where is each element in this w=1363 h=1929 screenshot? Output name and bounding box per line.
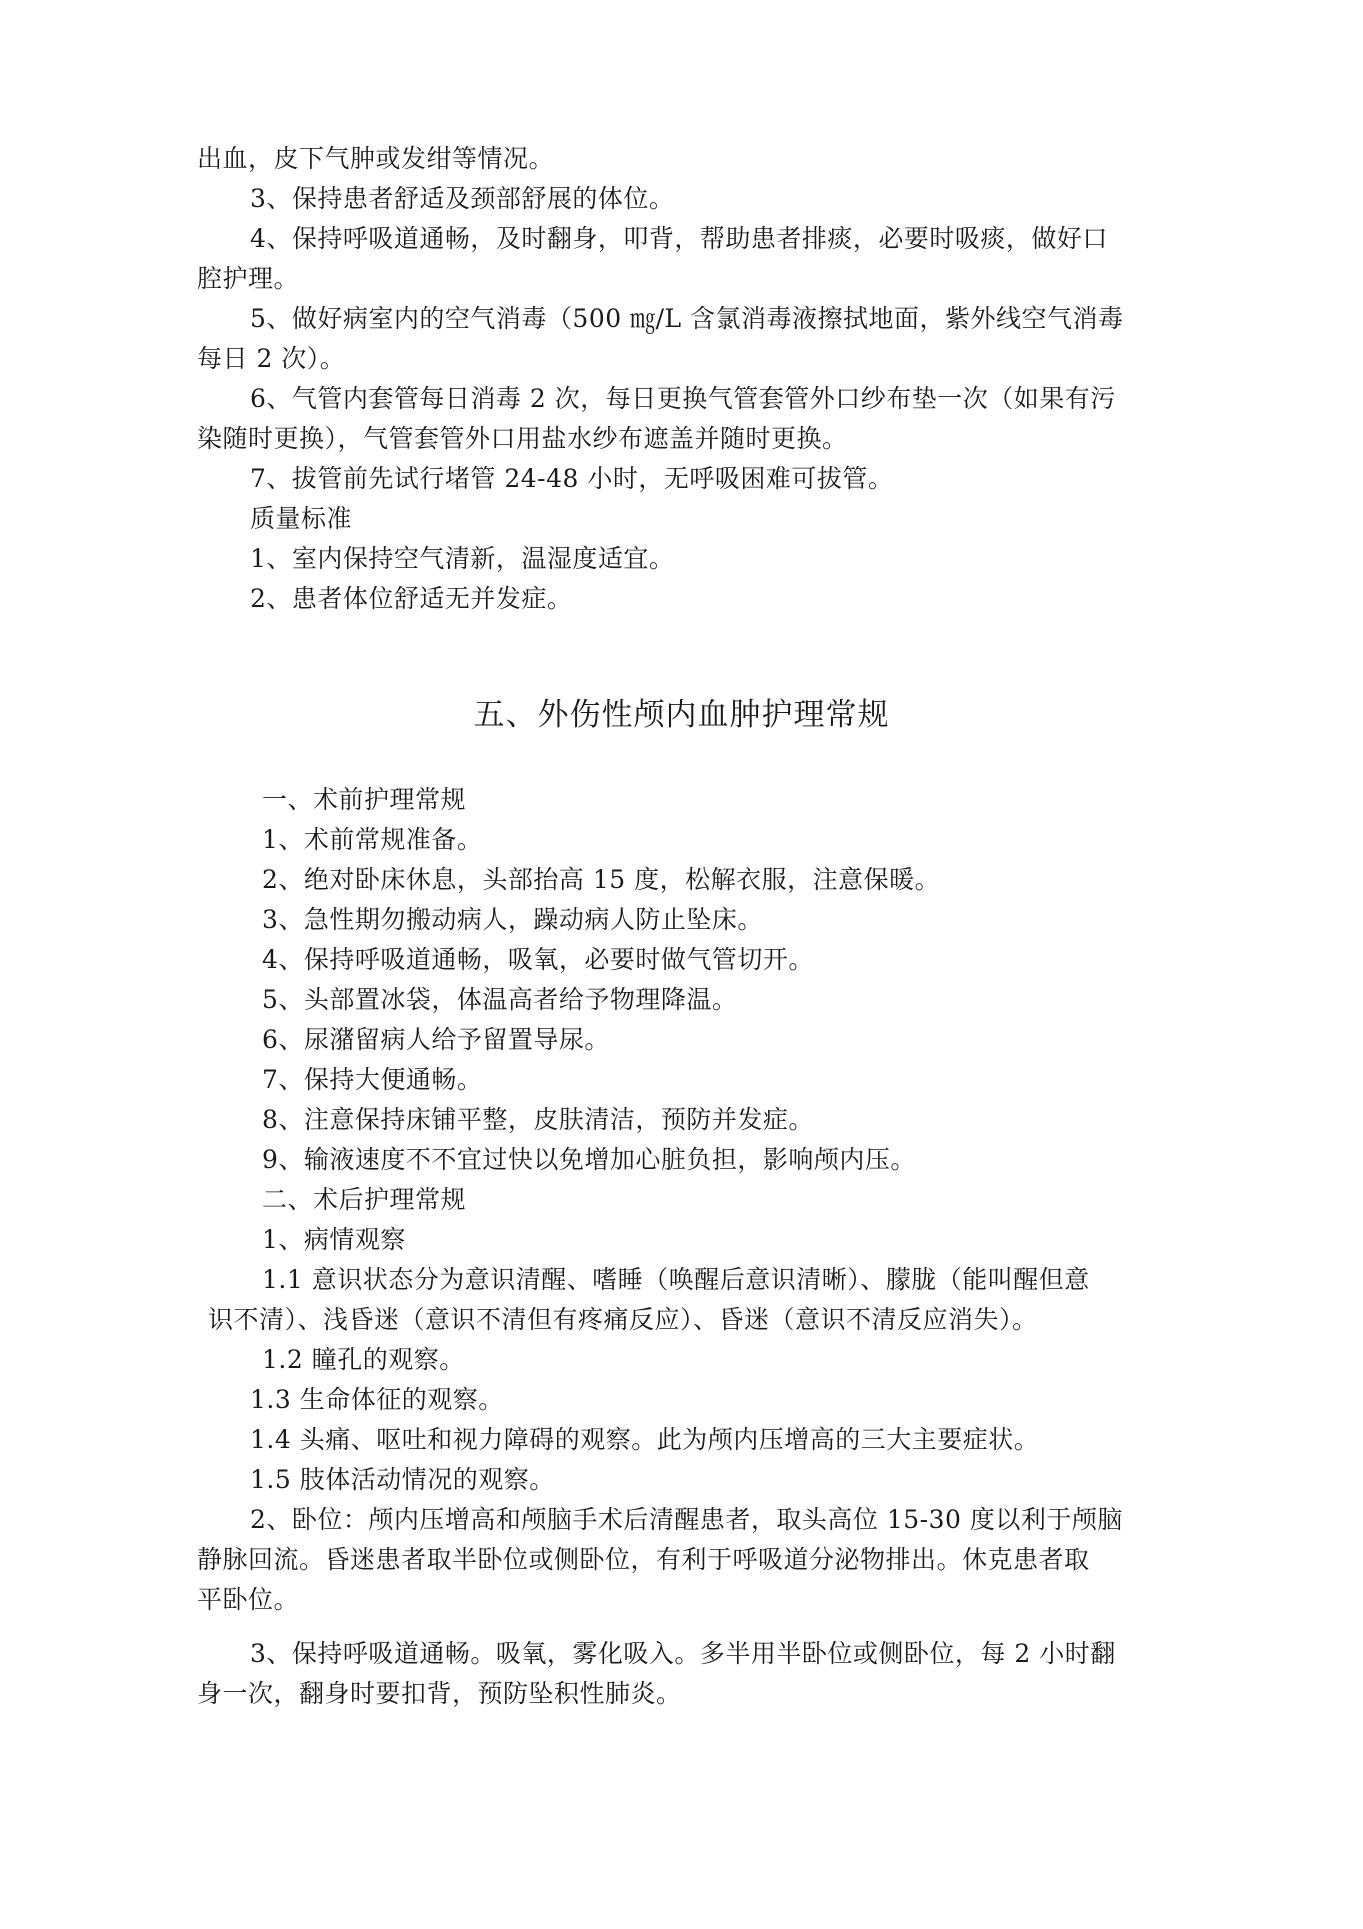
text-line: 出血，皮下气肿或发绀等情况。 bbox=[197, 144, 555, 173]
text-line: 6、气管内套管每日消毒 2 次，每日更换气管套管外口纱布垫一次（如果有污 bbox=[250, 384, 1116, 413]
text-line: 身一次，翻身时要扣背，预防坠积性肺炎。 bbox=[197, 1679, 682, 1708]
text-line: 1.1 意识状态分为意识清醒、嗜睡（唤醒后意识清晰）、朦胧（能叫醒但意 bbox=[262, 1265, 1090, 1294]
subheading: 二、术后护理常规 bbox=[262, 1185, 467, 1214]
text-line: 3、保持患者舒适及颈部舒展的体位。 bbox=[250, 184, 675, 213]
section-title: 五、外伤性颅内血肿护理常规 bbox=[473, 697, 890, 733]
text-line: 3、急性期勿搬动病人，躁动病人防止坠床。 bbox=[262, 905, 763, 934]
text-line: 染随时更换），气管套管外口用盐水纱布遮盖并随时更换。 bbox=[197, 424, 848, 453]
text-line: 1、室内保持空气清新，温湿度适宜。 bbox=[250, 544, 675, 573]
text-line: 1、术前常规准备。 bbox=[262, 825, 483, 854]
text-line: 1.2 瞳孔的观察。 bbox=[262, 1345, 465, 1374]
text-line: 2、卧位：颅内压增高和颅脑手术后清醒患者，取头高位 15-30 度以利于颅脑 bbox=[250, 1505, 1123, 1534]
text-line: 8、注意保持床铺平整，皮肤清洁，预防并发症。 bbox=[262, 1105, 814, 1134]
text-line: 6、尿潴留病人给予留置导尿。 bbox=[262, 1025, 610, 1054]
text-line: 1.5 肢体活动情况的观察。 bbox=[250, 1465, 555, 1494]
text-line: 2、绝对卧床休息，头部抬高 15 度，松解衣服，注意保暖。 bbox=[262, 865, 941, 894]
text-line: 1.3 生命体征的观察。 bbox=[250, 1385, 504, 1414]
text-line: 5、头部置冰袋，体温高者给予物理降温。 bbox=[262, 985, 738, 1014]
text-line: 1、病情观察 bbox=[262, 1225, 406, 1254]
text-line: 平卧位。 bbox=[197, 1585, 300, 1614]
text-line: 3、保持呼吸道通畅。吸氧，雾化吸入。多半用半卧位或侧卧位，每 2 小时翻 bbox=[250, 1639, 1116, 1668]
subheading: 一、术前护理常规 bbox=[262, 785, 467, 814]
text-line: 腔护理。 bbox=[197, 264, 300, 293]
text-line: 1.4 头痛、呕吐和视力障碍的观察。此为颅内压增高的三大主要症状。 bbox=[250, 1425, 1040, 1454]
text-line: 4、保持呼吸道通畅，及时翻身，叩背，帮助患者排痰，必要时吸痰，做好口 bbox=[250, 224, 1108, 253]
text-line: 每日 2 次）。 bbox=[197, 344, 346, 373]
text-line: 5、做好病室内的空气消毒（500 ㎎/L 含氯消毒液擦拭地面，紫外线空气消毒 bbox=[250, 304, 1124, 333]
text-line: 识不清）、浅昏迷（意识不清但有疼痛反应）、昏迷（意识不清反应消失）。 bbox=[208, 1305, 1038, 1334]
text-line: 7、拔管前先试行堵管 24-48 小时，无呼吸困难可拔管。 bbox=[250, 464, 894, 493]
text-line: 9、输液速度不不宜过快以免增加心脏负担，影响颅内压。 bbox=[262, 1145, 916, 1174]
text-line: 静脉回流。昏迷患者取半卧位或侧卧位，有利于呼吸道分泌物排出。休克患者取 bbox=[197, 1545, 1090, 1574]
subheading: 质量标准 bbox=[250, 504, 353, 533]
text-line: 2、患者体位舒适无并发症。 bbox=[250, 584, 573, 613]
text-line: 7、保持大便通畅。 bbox=[262, 1065, 483, 1094]
text-line: 4、保持呼吸道通畅，吸氧，必要时做气管切开。 bbox=[262, 945, 814, 974]
